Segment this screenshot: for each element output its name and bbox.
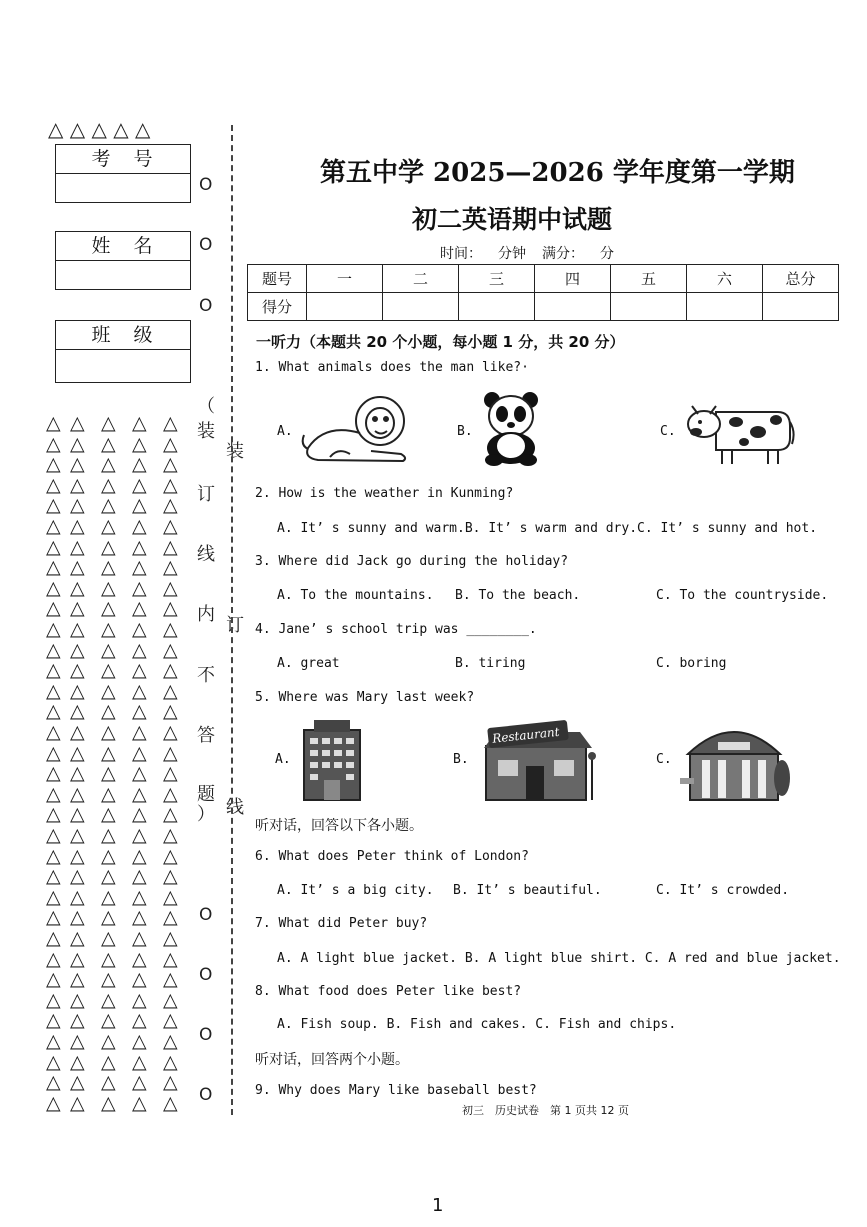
name-box (55, 231, 191, 290)
binding-triangle: △ (163, 412, 178, 434)
binding-triangle: △ (132, 803, 147, 826)
seal-warning-char: 线 (197, 544, 215, 565)
binding-triangle: △ (46, 700, 61, 723)
binding-triangle: △ (101, 1009, 116, 1032)
binding-triangle: △ (46, 1071, 61, 1094)
binding-triangle: △ (132, 865, 147, 888)
question-options: A. It’ s sunny and warm.B. It’ s warm and dry.C. It’ s sunny and hot. (277, 521, 818, 536)
binding-triangle: △ (46, 824, 61, 846)
binding-triangle: △ (70, 762, 85, 785)
seal-warning-char: 答 (197, 725, 215, 746)
binding-triangle: △ (163, 824, 178, 846)
binding-triangle: △ (101, 618, 116, 640)
exam-subtitle: 初二英语期中试题 (412, 205, 613, 234)
score-header-cell: 二 (383, 265, 459, 293)
score-cell[interactable] (383, 293, 459, 321)
binding-triangle: △ (46, 927, 61, 949)
binding-triangle: △ (163, 453, 178, 476)
page-number: 1 (432, 1195, 444, 1216)
binding-circle: O (199, 965, 213, 985)
binding-triangle: △ (163, 762, 178, 785)
seal-line-char: 线 (226, 797, 244, 818)
option-a: A. To the mountains. (277, 588, 434, 603)
binding-triangle: △ (70, 515, 85, 537)
binding-dashed-line (231, 125, 233, 1115)
binding-triangle: △ (46, 865, 61, 888)
binding-triangle: △ (101, 638, 116, 661)
binding-triangle: △ (132, 515, 147, 537)
binding-triangle: △ (101, 782, 116, 805)
option-label: C. (660, 424, 676, 439)
binding-triangle: △ (70, 741, 85, 764)
binding-triangle: △ (163, 1009, 178, 1032)
question-stem: 6. What does Peter think of London? (255, 849, 529, 864)
binding-triangle: △ (101, 700, 116, 723)
binding-triangle: △ (70, 906, 85, 929)
option-label: B. (453, 752, 469, 767)
binding-triangle: △ (132, 906, 147, 929)
binding-circle: O (199, 175, 213, 195)
binding-triangle: △ (163, 947, 178, 970)
binding-triangle: △ (70, 1071, 85, 1094)
binding-triangle: △ (101, 453, 116, 476)
option-a: A. It’ s a big city. (277, 883, 434, 898)
binding-triangle: △ (132, 473, 147, 496)
option-label: B. (457, 424, 473, 439)
binding-triangle: △ (132, 741, 147, 764)
binding-triangle: △ (46, 885, 61, 908)
binding-triangle: △ (70, 432, 85, 455)
binding-triangle: △ (46, 659, 61, 682)
binding-triangle: △ (70, 1030, 85, 1052)
triangle-row-top: △ △ △ △ △ (48, 117, 151, 141)
binding-circle: O (199, 1025, 213, 1045)
binding-triangle: △ (101, 473, 116, 496)
binding-triangle: △ (46, 473, 61, 496)
binding-triangle: △ (101, 1030, 116, 1052)
seal-warning-char: 内 (197, 604, 215, 625)
binding-triangle: △ (70, 473, 85, 496)
binding-triangle: △ (70, 556, 85, 579)
question-stem: 7. What did Peter buy? (255, 916, 428, 931)
score-header-cell: 三 (459, 265, 535, 293)
option-c: C. To the countryside. (656, 588, 829, 603)
binding-triangle: △ (46, 576, 61, 599)
binding-triangle: △ (101, 576, 116, 599)
binding-triangle: △ (132, 885, 147, 908)
seal-line-char: 订 (226, 615, 244, 636)
binding-circle: O (199, 296, 213, 316)
score-cell[interactable] (687, 293, 763, 321)
binding-triangle: △ (101, 494, 116, 517)
binding-triangle: △ (101, 844, 116, 867)
binding-triangle: △ (132, 782, 147, 805)
binding-triangle: △ (163, 988, 178, 1011)
exam-title: 第五中学 2025—2026 学年度第一学期 (320, 158, 795, 188)
binding-triangle: △ (132, 535, 147, 558)
building-image (290, 718, 374, 802)
binding-triangle: △ (70, 865, 85, 888)
binding-triangle: △ (101, 597, 116, 620)
exam-number-field[interactable] (56, 174, 190, 202)
binding-triangle: △ (101, 968, 116, 991)
class-field[interactable] (56, 350, 190, 382)
binding-triangle: △ (101, 1050, 116, 1073)
binding-triangle: △ (132, 618, 147, 640)
question-stem: 2. How is the weather in Kunming? (255, 486, 514, 501)
dialog-instruction: 听对话，回答以下各小题。 (255, 818, 423, 834)
seal-warning-char: ） (197, 804, 215, 825)
binding-triangle: △ (46, 803, 61, 826)
binding-circle: O (199, 1085, 213, 1105)
full-score-label: 满分： (542, 246, 584, 262)
seal-warning-char: 订 (197, 484, 215, 505)
binding-triangle: △ (101, 721, 116, 743)
binding-triangle: △ (132, 1091, 147, 1114)
binding-triangle: △ (163, 968, 178, 991)
lion-image (300, 393, 408, 465)
binding-triangle: △ (163, 556, 178, 579)
binding-triangle: △ (132, 988, 147, 1011)
binding-triangle: △ (70, 1050, 85, 1073)
time-label: 时间： (440, 246, 482, 262)
score-cell[interactable] (535, 293, 611, 321)
binding-triangle: △ (101, 1091, 116, 1114)
binding-circle: O (199, 235, 213, 255)
binding-triangle: △ (46, 618, 61, 640)
binding-triangle: △ (132, 1071, 147, 1094)
binding-triangle: △ (46, 412, 61, 434)
binding-triangle: △ (70, 700, 85, 723)
restaurant-image (480, 718, 600, 802)
binding-triangle: △ (101, 988, 116, 1011)
score-header-cell: 六 (687, 265, 763, 293)
binding-triangle: △ (70, 679, 85, 702)
score-header-cell: 五 (611, 265, 687, 293)
binding-triangle: △ (163, 741, 178, 764)
score-header-cell: 题号 (248, 265, 307, 293)
score-table (247, 264, 839, 321)
binding-triangle: △ (70, 659, 85, 682)
score-table-score-row (248, 293, 839, 321)
binding-triangle: △ (163, 576, 178, 599)
binding-triangle: △ (101, 885, 116, 908)
page-footer: 初三 历史试卷 第 1 页共 12 页 (462, 1104, 629, 1117)
binding-triangle: △ (101, 432, 116, 455)
question-stem: 3. Where did Jack go during the holiday? (255, 554, 569, 569)
binding-triangle: △ (132, 576, 147, 599)
binding-triangle: △ (101, 515, 116, 537)
binding-triangle: △ (163, 1030, 178, 1052)
option-b: B. tiring (455, 656, 526, 671)
option-b: B. It’ s beautiful. (453, 883, 602, 898)
binding-triangle: △ (70, 1009, 85, 1032)
binding-triangle: △ (163, 927, 178, 949)
binding-triangle: △ (46, 679, 61, 702)
binding-triangle: △ (70, 597, 85, 620)
score-cell[interactable] (611, 293, 687, 321)
binding-triangle: △ (70, 453, 85, 476)
exam-number-box (55, 144, 191, 203)
binding-triangle: △ (132, 968, 147, 991)
binding-triangle: △ (70, 494, 85, 517)
binding-triangle: △ (163, 700, 178, 723)
binding-triangle: △ (132, 412, 147, 434)
section-heading: 一听力（本题共 20 个小题，每小题 1 分，共 20 分） (256, 333, 625, 351)
binding-triangle: △ (132, 494, 147, 517)
binding-triangle: △ (132, 721, 147, 743)
binding-triangle: △ (70, 885, 85, 908)
question-stem: 5. Where was Mary last week? (255, 690, 475, 705)
binding-triangle: △ (101, 659, 116, 682)
binding-triangle: △ (70, 721, 85, 743)
binding-triangle: △ (163, 1071, 178, 1094)
seal-warning-char: 装 (197, 421, 215, 442)
binding-triangle: △ (132, 679, 147, 702)
binding-triangle: △ (101, 679, 116, 702)
binding-triangle: △ (163, 1050, 178, 1073)
binding-triangle: △ (70, 782, 85, 805)
question-stem: 8. What food does Peter like best? (255, 984, 522, 999)
option-a: A. great (277, 656, 340, 671)
binding-triangle: △ (70, 535, 85, 558)
binding-triangle: △ (132, 556, 147, 579)
binding-triangle: △ (163, 885, 178, 908)
cow-image (686, 398, 796, 466)
binding-triangle: △ (101, 906, 116, 929)
binding-triangle: △ (46, 1091, 61, 1114)
binding-triangle: △ (163, 721, 178, 743)
question-stem: 9. Why does Mary like baseball best? (255, 1083, 537, 1098)
binding-triangle: △ (132, 824, 147, 846)
binding-triangle: △ (46, 453, 61, 476)
binding-triangle: △ (46, 535, 61, 558)
binding-triangle: △ (132, 844, 147, 867)
binding-triangle: △ (46, 947, 61, 970)
binding-triangle: △ (132, 947, 147, 970)
binding-triangle: △ (70, 947, 85, 970)
binding-triangle: △ (46, 741, 61, 764)
question-options: A. Fish soup. B. Fish and cakes. C. Fish and chips. (277, 1017, 677, 1032)
binding-triangle: △ (132, 597, 147, 620)
binding-triangle: △ (70, 988, 85, 1011)
binding-triangle: △ (70, 576, 85, 599)
binding-triangle: △ (132, 1050, 147, 1073)
binding-triangle: △ (70, 968, 85, 991)
option-label: A. (275, 752, 291, 767)
binding-triangle: △ (46, 556, 61, 579)
binding-triangle: △ (163, 535, 178, 558)
binding-triangle: △ (101, 762, 116, 785)
binding-triangle: △ (70, 1091, 85, 1114)
option-label: A. (277, 424, 293, 439)
option-label: C. (656, 752, 672, 767)
binding-triangle: △ (132, 927, 147, 949)
binding-triangle: △ (70, 844, 85, 867)
panda-image (480, 390, 542, 466)
binding-triangle: △ (46, 968, 61, 991)
seal-warning-char: 题 (197, 784, 215, 805)
binding-triangle: △ (46, 1009, 61, 1032)
binding-triangle: △ (132, 659, 147, 682)
binding-triangle: △ (163, 638, 178, 661)
binding-triangle: △ (132, 1030, 147, 1052)
seal-warning-char: （ (197, 396, 215, 417)
score-header-cell: 总分 (763, 265, 839, 293)
time-unit: 分钟 (498, 246, 526, 262)
binding-triangle: △ (101, 741, 116, 764)
question-stem: 4. Jane’ s school trip was ________. (255, 622, 537, 637)
binding-triangle: △ (163, 618, 178, 640)
name-label: 姓 名 (56, 232, 190, 261)
binding-triangle: △ (163, 679, 178, 702)
binding-triangle: △ (46, 988, 61, 1011)
binding-triangle: △ (132, 1009, 147, 1032)
class-box (55, 320, 191, 383)
binding-triangle: △ (163, 494, 178, 517)
binding-triangle: △ (46, 638, 61, 661)
score-table-header-row (248, 265, 839, 293)
binding-triangle: △ (46, 762, 61, 785)
binding-triangle: △ (132, 762, 147, 785)
binding-triangle: △ (101, 535, 116, 558)
binding-triangle: △ (101, 865, 116, 888)
score-header-cell: 四 (535, 265, 611, 293)
binding-triangle: △ (70, 638, 85, 661)
binding-triangle: △ (132, 432, 147, 455)
binding-triangle: △ (132, 453, 147, 476)
seal-line-char: 装 (226, 441, 244, 462)
binding-triangle: △ (132, 700, 147, 723)
binding-triangle: △ (46, 1050, 61, 1073)
binding-triangle: △ (101, 824, 116, 846)
full-score-unit: 分 (600, 246, 614, 262)
binding-triangle: △ (46, 844, 61, 867)
dialog-instruction: 听对话，回答两个小题。 (255, 1052, 409, 1068)
option-c: C. boring (656, 656, 727, 671)
binding-triangle: △ (101, 1071, 116, 1094)
binding-triangle: △ (70, 803, 85, 826)
binding-triangle: △ (46, 515, 61, 537)
time-score-line (440, 243, 630, 263)
score-cell[interactable] (763, 293, 839, 321)
binding-circle: O (199, 905, 213, 925)
score-cell[interactable] (307, 293, 383, 321)
option-b: B. To the beach. (455, 588, 581, 603)
exam-number-label: 考 号 (56, 145, 190, 174)
binding-triangle: △ (46, 721, 61, 743)
restaurant-sign-text: Restaurant (491, 724, 561, 746)
binding-triangle: △ (46, 432, 61, 455)
binding-triangle: △ (163, 515, 178, 537)
name-field[interactable] (56, 261, 190, 289)
binding-triangle: △ (46, 906, 61, 929)
binding-triangle: △ (46, 1030, 61, 1052)
binding-triangle: △ (70, 412, 85, 434)
binding-triangle: △ (101, 947, 116, 970)
score-cell[interactable] (459, 293, 535, 321)
binding-triangle: △ (101, 927, 116, 949)
binding-triangle: △ (46, 597, 61, 620)
binding-triangle: △ (163, 659, 178, 682)
binding-triangle: △ (163, 782, 178, 805)
binding-triangle: △ (163, 844, 178, 867)
seal-warning-char: 不 (197, 665, 215, 686)
binding-triangle: △ (163, 803, 178, 826)
binding-triangle: △ (132, 638, 147, 661)
question-options: A. A light blue jacket. B. A light blue shirt. C. A red and blue jacket. (277, 951, 841, 966)
binding-triangle: △ (163, 597, 178, 620)
option-c: C. It’ s crowded. (656, 883, 790, 898)
binding-triangle: △ (46, 494, 61, 517)
binding-triangle: △ (163, 1091, 178, 1114)
score-header-cell: 一 (307, 265, 383, 293)
binding-triangle: △ (163, 432, 178, 455)
binding-triangle: △ (46, 782, 61, 805)
binding-triangle: △ (101, 412, 116, 434)
binding-triangle: △ (101, 803, 116, 826)
binding-triangle: △ (101, 556, 116, 579)
binding-triangle: △ (70, 618, 85, 640)
binding-triangle: △ (70, 824, 85, 846)
score-row-label: 得分 (248, 293, 307, 321)
binding-triangle: △ (163, 865, 178, 888)
class-label: 班 级 (56, 321, 190, 350)
bank-image (680, 718, 790, 802)
binding-triangle: △ (70, 927, 85, 949)
binding-triangle: △ (163, 473, 178, 496)
question-stem: 1. What animals does the man like?· (255, 360, 529, 375)
binding-triangle: △ (163, 906, 178, 929)
